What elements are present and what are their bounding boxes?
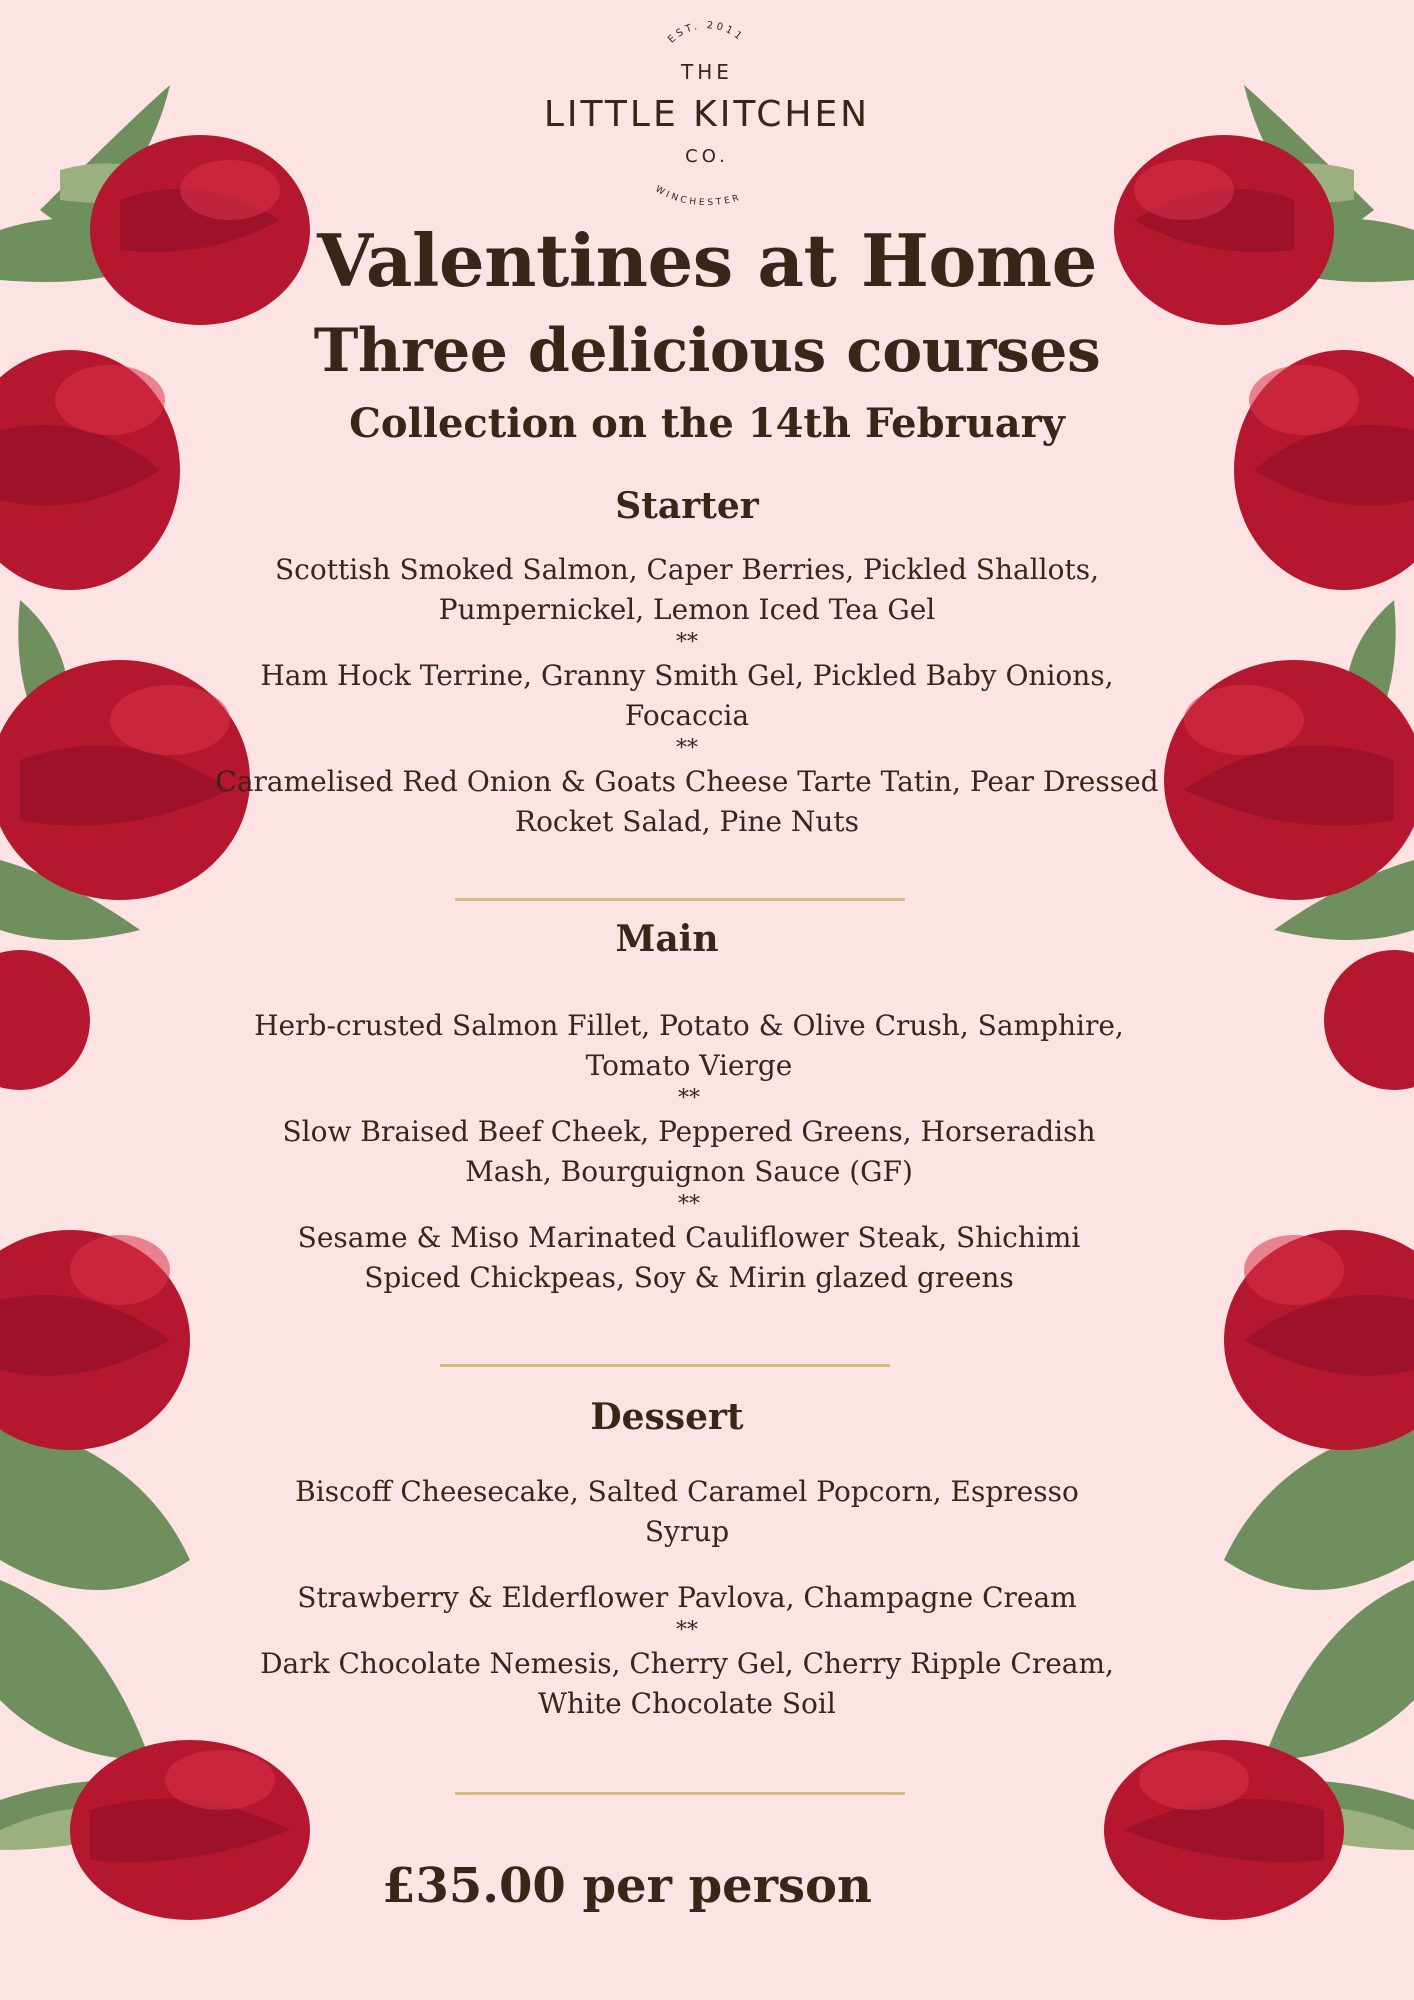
list-item bbox=[0, 550, 1394, 630]
dish-line: Syrup bbox=[644, 1515, 730, 1548]
logo-est-text: EST. 2011 bbox=[666, 20, 746, 46]
dish-line: Biscoff Cheesecake, Salted Caramel Popcorn, Espresso bbox=[295, 1475, 1079, 1508]
dish-line: Caramelised Red Onion & Goats Cheese Tarte Tatin, Pear Dressed bbox=[215, 765, 1159, 798]
separator: ** bbox=[678, 1086, 700, 1111]
list-item bbox=[0, 1218, 1396, 1298]
logo-location-text: WINCHESTER bbox=[653, 184, 743, 209]
dessert-section bbox=[0, 1472, 1394, 1724]
page-title: Valentines at Home bbox=[317, 218, 1097, 303]
little-kitchen-logo bbox=[507, 18, 907, 218]
price: £35.00 per person bbox=[382, 1858, 872, 1914]
dish-line: Focaccia bbox=[624, 699, 750, 732]
svg-text:EST. 2011 bbox=[666, 20, 746, 45]
divider bbox=[440, 1364, 890, 1367]
separator: ** bbox=[676, 630, 698, 655]
list-item bbox=[0, 656, 1394, 736]
logo-co: CO. bbox=[685, 146, 729, 167]
separator: ** bbox=[676, 1618, 698, 1643]
dish-line: Herb-crusted Salmon Fillet, Potato & Olive Crush, Samphire, bbox=[254, 1009, 1124, 1042]
dish-line: Pumpernickel, Lemon Iced Tea Gel bbox=[438, 593, 936, 626]
dish-line: Spiced Chickpeas, Soy & Mirin glazed greens bbox=[364, 1261, 1014, 1294]
spacer bbox=[0, 1552, 1394, 1578]
list-item bbox=[0, 1112, 1396, 1192]
dish-line: Tomato Vierge bbox=[585, 1049, 793, 1082]
list-item bbox=[0, 1472, 1394, 1552]
starter-heading: Starter bbox=[615, 485, 759, 527]
dish-line: White Chocolate Soil bbox=[538, 1687, 836, 1720]
list-item bbox=[0, 1006, 1396, 1086]
dish-line: Ham Hock Terrine, Granny Smith Gel, Pickled Baby Onions, bbox=[260, 659, 1114, 692]
dish-line: Dark Chocolate Nemesis, Cherry Gel, Cherry Ripple Cream, bbox=[260, 1647, 1114, 1680]
dish-line: Mash, Bourguignon Sauce (GF) bbox=[465, 1155, 913, 1188]
dessert-heading: Dessert bbox=[590, 1396, 744, 1438]
divider bbox=[455, 1792, 905, 1795]
logo-name: LITTLE KITCHEN bbox=[543, 94, 871, 135]
dish-line: Sesame & Miso Marinated Cauliflower Steak, Shichimi bbox=[297, 1221, 1081, 1254]
collection-date: Collection on the 14th February bbox=[349, 400, 1065, 447]
list-item bbox=[0, 762, 1394, 842]
page-subtitle: Three delicious courses bbox=[313, 316, 1101, 386]
separator: ** bbox=[678, 1192, 700, 1217]
main-section bbox=[0, 1006, 1396, 1298]
starter-section bbox=[0, 550, 1394, 842]
dish-line: Rocket Salad, Pine Nuts bbox=[514, 805, 859, 838]
dish-line: Slow Braised Beef Cheek, Peppered Greens, Horseradish bbox=[282, 1115, 1096, 1148]
svg-text:WINCHESTER bbox=[653, 185, 743, 209]
list-item bbox=[0, 1644, 1394, 1724]
dish-line: Strawberry & Elderflower Pavlova, Champagne Cream bbox=[297, 1581, 1077, 1614]
main-heading: Main bbox=[615, 918, 719, 960]
list-item bbox=[0, 1578, 1394, 1618]
dish-line: Scottish Smoked Salmon, Caper Berries, Pickled Shallots, bbox=[274, 553, 1099, 586]
logo-the: THE bbox=[681, 60, 733, 84]
separator: ** bbox=[676, 736, 698, 761]
divider bbox=[455, 898, 905, 901]
